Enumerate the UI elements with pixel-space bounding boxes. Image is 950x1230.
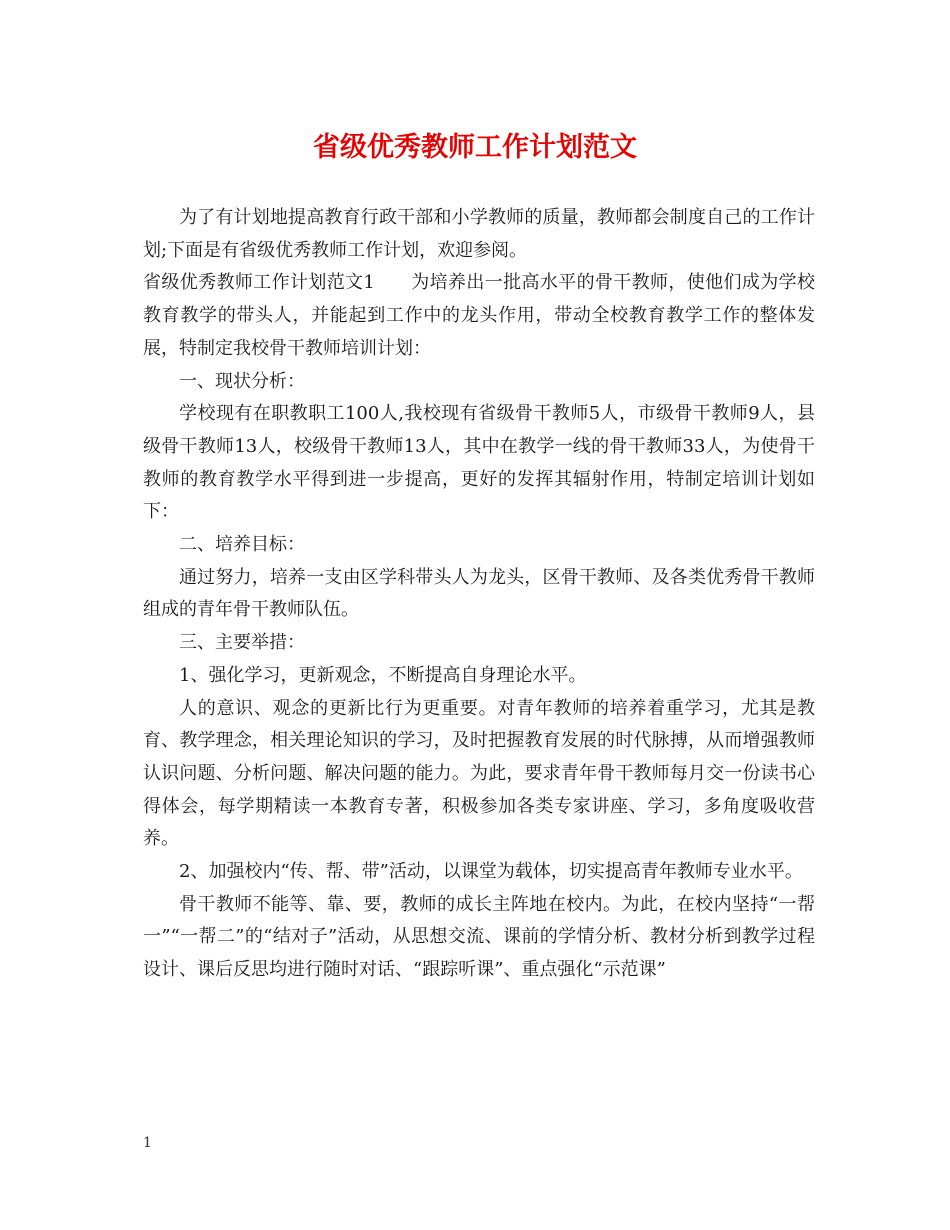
page-number: 1	[143, 1135, 152, 1151]
measure-1-paragraph: 人的意识、观念的更新比行为更重要。对青年教师的培养着重学习，尤其是教育、教学理念，相关理论知识的学习，及时把握教育发展的时代脉搏，从而增强教师认识问题、分析问题、解决问题的能力。为此，要求青年骨干教师每月交一份读书心得体会，每学期精读一本教育专著，积极参加各类专家讲座、学习，多角度吸收营养。	[143, 697, 815, 850]
measure-2-paragraph: 骨干教师不能等、靠、要，教师的成长主阵地在校内。为此，在校内坚持“一帮一”“一帮二”的“结对子”活动，从思想交流、课前的学情分析、教材分析到教学过程设计、课后反思均进行随时对话、“跟踪听课”、重点强化“示范课”	[143, 893, 815, 981]
status-paragraph: 学校现有在职教职工100人,我校现有省级骨干教师5人，市级骨干教师9人，县级骨干教师13人，校级骨干教师13人，其中在教学一线的骨干教师33人，为使骨干教师的教育教学水平得到进一步提高，更好的发挥其辐射作用，特制定培训计划如下：	[143, 403, 815, 523]
heading-status-analysis: 一、现状分析：	[179, 370, 305, 392]
heading-measures: 三、主要举措：	[179, 632, 305, 654]
measure-2-heading: 2、加强校内“传、帮、带”活动，以课堂为载体，切实提高青年教师专业水平。	[179, 861, 803, 883]
intro-paragraph: 为了有计划地提高教育行政干部和小学教师的质量，教师都会制度自己的工作计划;下面是有省级优秀教师工作计划，欢迎参阅。	[143, 207, 815, 261]
document-body	[143, 202, 815, 987]
measure-1-heading: 1、强化学习，更新观念，不断提高自身理论水平。	[179, 664, 587, 686]
goals-paragraph: 通过努力，培养一支由区学科带头人为龙头，区骨干教师、及各类优秀骨干教师组成的青年骨干教师队伍。	[143, 566, 815, 621]
sample-heading: 省级优秀教师工作计划范文1	[143, 272, 375, 294]
sample-intro-text: 为培养出一批高水平的骨干教师，使他们成为学校教育教学的带头人，并能起到工作中的龙头作用，带动全校教育教学工作的整体发展，特制定我校骨干教师培训计划：	[143, 272, 816, 359]
section-lead-paragraph	[143, 267, 815, 365]
heading-goals: 二、培养目标：	[179, 534, 305, 556]
page-title: 省级优秀教师工作计划范文	[313, 132, 637, 163]
